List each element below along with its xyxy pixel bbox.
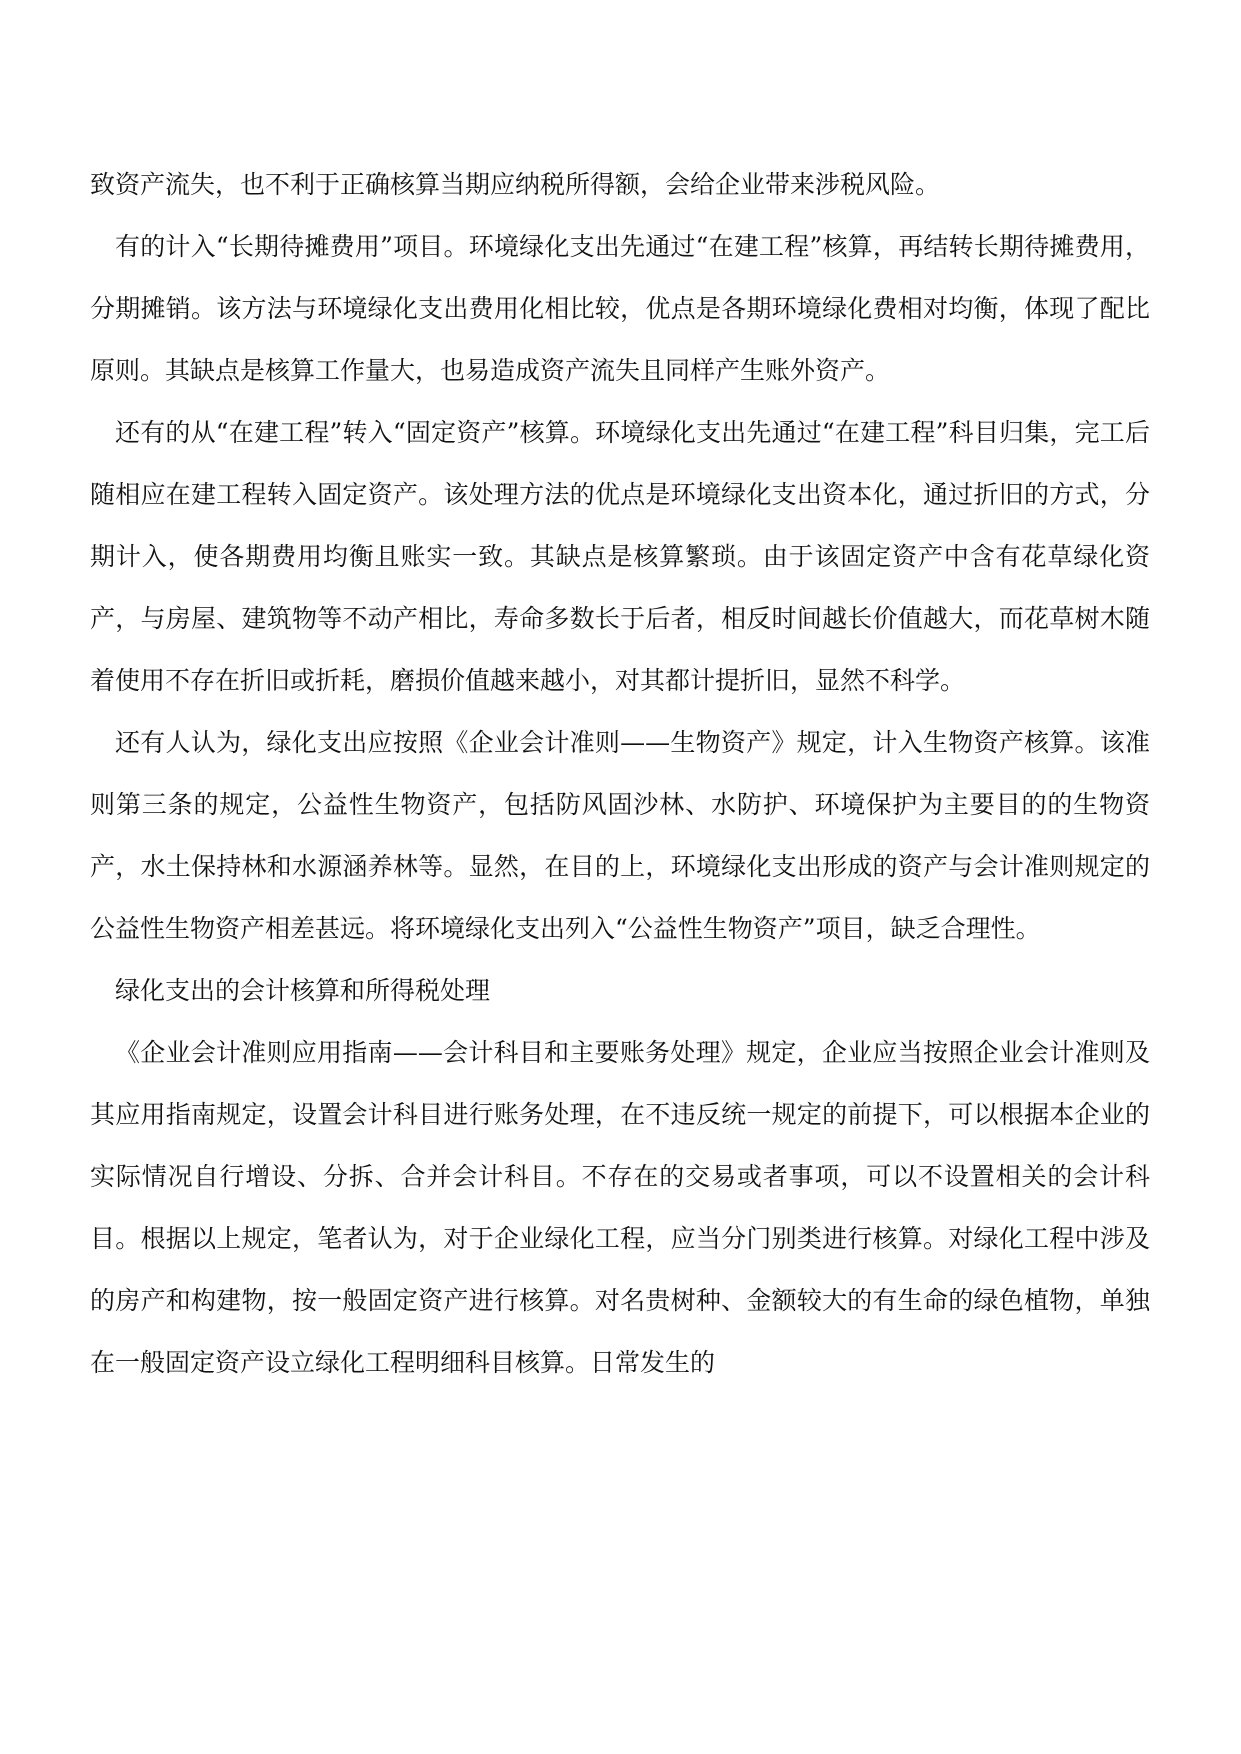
paragraph-long-term-deferred-expenses: 有的计入“长期待摊费用”项目。环境绿化支出先通过“在建工程”核算，再结转长期待摊费用，分期摊销。该方法与环境绿化支出费用化相比较，优点是各期环境绿化费相对均衡，体现了配比原则。其缺点是核算工作量大，也易造成资产流失且同样产生账外资产。 [90,232,1150,385]
section-heading: 绿化支出的会计核算和所得税处理 [115,976,491,1005]
paragraph-accounting-guidelines: 《企业会计准则应用指南——会计科目和主要账务处理》规定，企业应当按照企业会计准则及其应用指南规定，设置会计科目进行账务处理，在不违反统一规定的前提下，可以根据本企业的实际情况自行增设、分拆、合并会计科目。不存在的交易或者事项，可以不设置相关的会计科目。根据以上规定，笔者认为，对于企业绿化工程，应当分门别类进行核算。对绿化工程中涉及的房产和构建物，按一般固定资产进行核算。对名贵树种、金额较大的有生命的绿色植物，单独在一般固定资产设立绿化工程明细科目核算。日常发生的 [90,1038,1150,1377]
document-body [90,154,1150,1394]
paragraph-fixed-assets: 还有的从“在建工程”转入“固定资产”核算。环境绿化支出先通过“在建工程”科目归集，完工后随相应在建工程转入固定资产。该处理方法的优点是环境绿化支出资本化，通过折旧的方式，分期计入，使各期费用均衡且账实一致。其缺点是核算繁琐。由于该固定资产中含有花草绿化资产，与房屋、建筑物等不动产相比，寿命多数长于后者，相反时间越长价值越大，而花草树木随着使用不存在折旧或折耗，磨损价值越来越小，对其都计提折旧，显然不科学。 [90,418,1150,695]
paragraph-biological-assets: 还有人认为，绿化支出应按照《企业会计准则——生物资产》规定，计入生物资产核算。该准则第三条的规定，公益性生物资产，包括防风固沙林、水防护、环境保护为主要目的的生物资产，水土保持林和水源涵养林等。显然，在目的上，环境绿化支出形成的资产与会计准则规定的公益性生物资产相差甚远。将环境绿化支出列入“公益性生物资产”项目，缺乏合理性。 [90,728,1150,943]
paragraph-continuation: 致资产流失，也不利于正确核算当期应纳税所得额，会给企业带来涉税风险。 [90,170,941,199]
